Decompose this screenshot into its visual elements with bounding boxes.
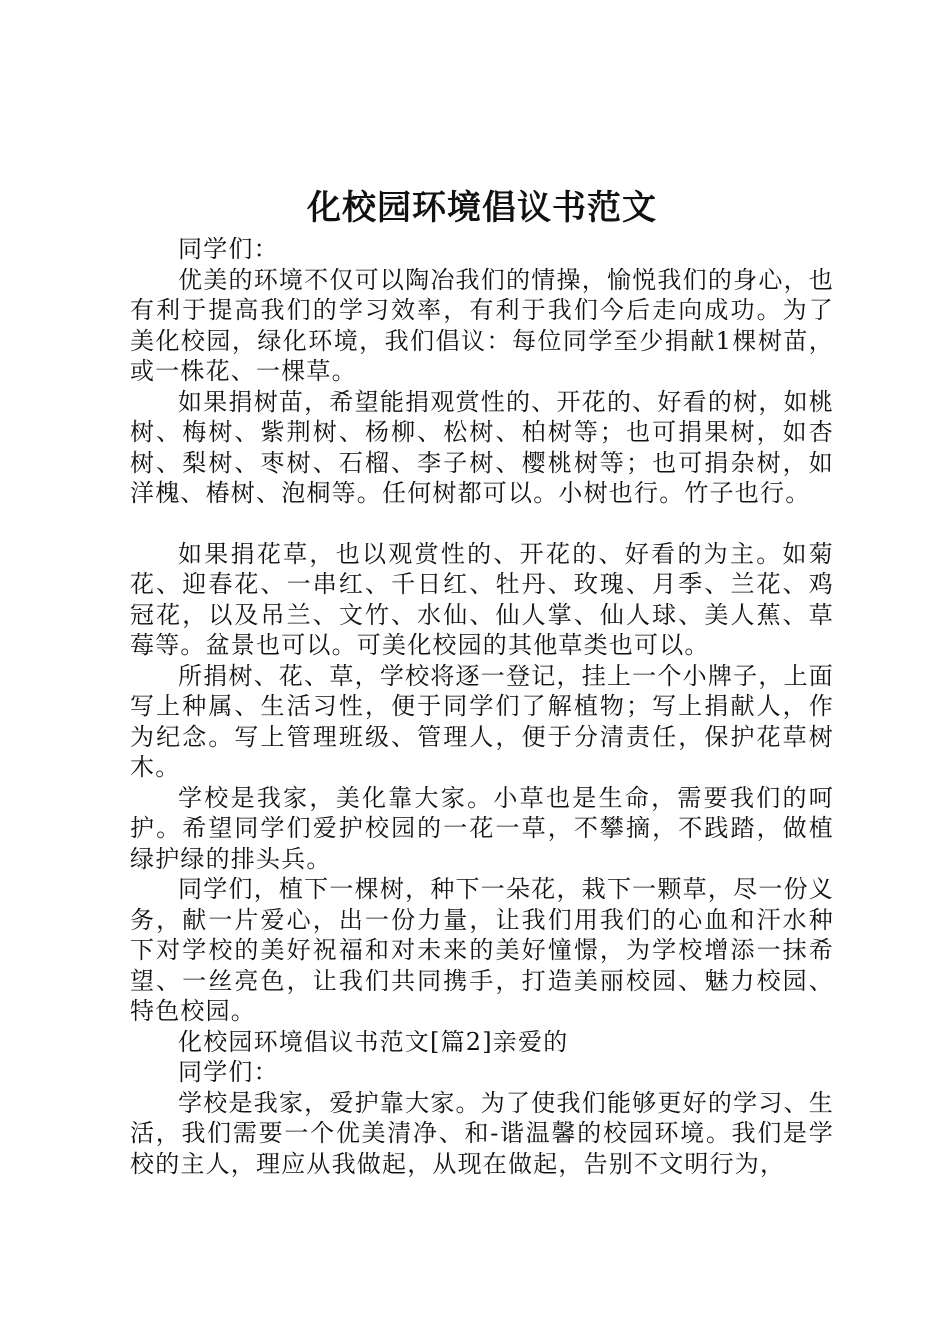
paragraph-trees: 如果捐树苗，希望能捐观赏性的、开花的、好看的树，如桃树、梅树、紫荆树、杨柳、松树、柏树等；也可捐果树，如杏树、梨树、枣树、石榴、李子树、樱桃树等；也可捐杂树，如洋槐、椿树、泡桐等。任何树都可以。小树也行。竹子也行。 xyxy=(130,387,834,507)
document-page xyxy=(130,186,834,1179)
paragraph-closing: 同学们，植下一棵树，种下一朵花，栽下一颗草，尽一份义务，献一片爱心，出一份力量，让我们用我们的心血和汗水种下对学校的美好祝福和对未来的美好憧憬，为学校增添一抹希望、一丝亮色，让我们共同携手，打造美丽校园、魅力校园、特色校园。 xyxy=(130,875,834,1025)
salutation-part2: 同学们： xyxy=(178,1058,279,1086)
salutation: 同学们： xyxy=(178,235,279,263)
paragraph-registration: 所捐树、花、草，学校将逐一登记，挂上一个小牌子，上面写上种属、生活习性，便于同学们了解植物；写上捐献人，作为纪念。写上管理班级、管理人，便于分清责任，保护花草树木。 xyxy=(130,661,834,781)
document-title: 化校园环境倡议书范文 xyxy=(307,188,657,228)
paragraph-flowers: 如果捐花草，也以观赏性的、开花的、好看的为主。如菊花、迎春花、一串红、千日红、牡丹、玫瑰、月季、兰花、鸡冠花，以及吊兰、文竹、水仙、仙人掌、仙人球、美人蕉、草莓等。盆景也可以。可美化校园的其他草类也可以。 xyxy=(130,539,834,659)
paragraph-gap xyxy=(130,509,834,539)
paragraph-care: 学校是我家，美化靠大家。小草也是生命，需要我们的呵护。希望同学们爱护校园的一花一草，不攀摘，不践踏，做植绿护绿的排头兵。 xyxy=(130,783,834,873)
paragraph-part2-intro: 学校是我家，爱护靠大家。为了使我们能够更好的学习、生活，我们需要一个优美清净、和-谐温馨的校园环境。我们是学校的主人，理应从我做起，从现在做起，告别不文明行为， xyxy=(130,1088,834,1178)
paragraph-intro: 优美的环境不仅可以陶冶我们的情操，愉悦我们的身心，也有利于提高我们的学习效率，有利于我们今后走向成功。为了美化校园，绿化环境，我们倡议：每位同学至少捐献1棵树苗，或一株花、一棵草。 xyxy=(130,265,834,385)
section-heading-part2: 化校园环境倡议书范文[篇2]亲爱的 xyxy=(178,1027,569,1056)
